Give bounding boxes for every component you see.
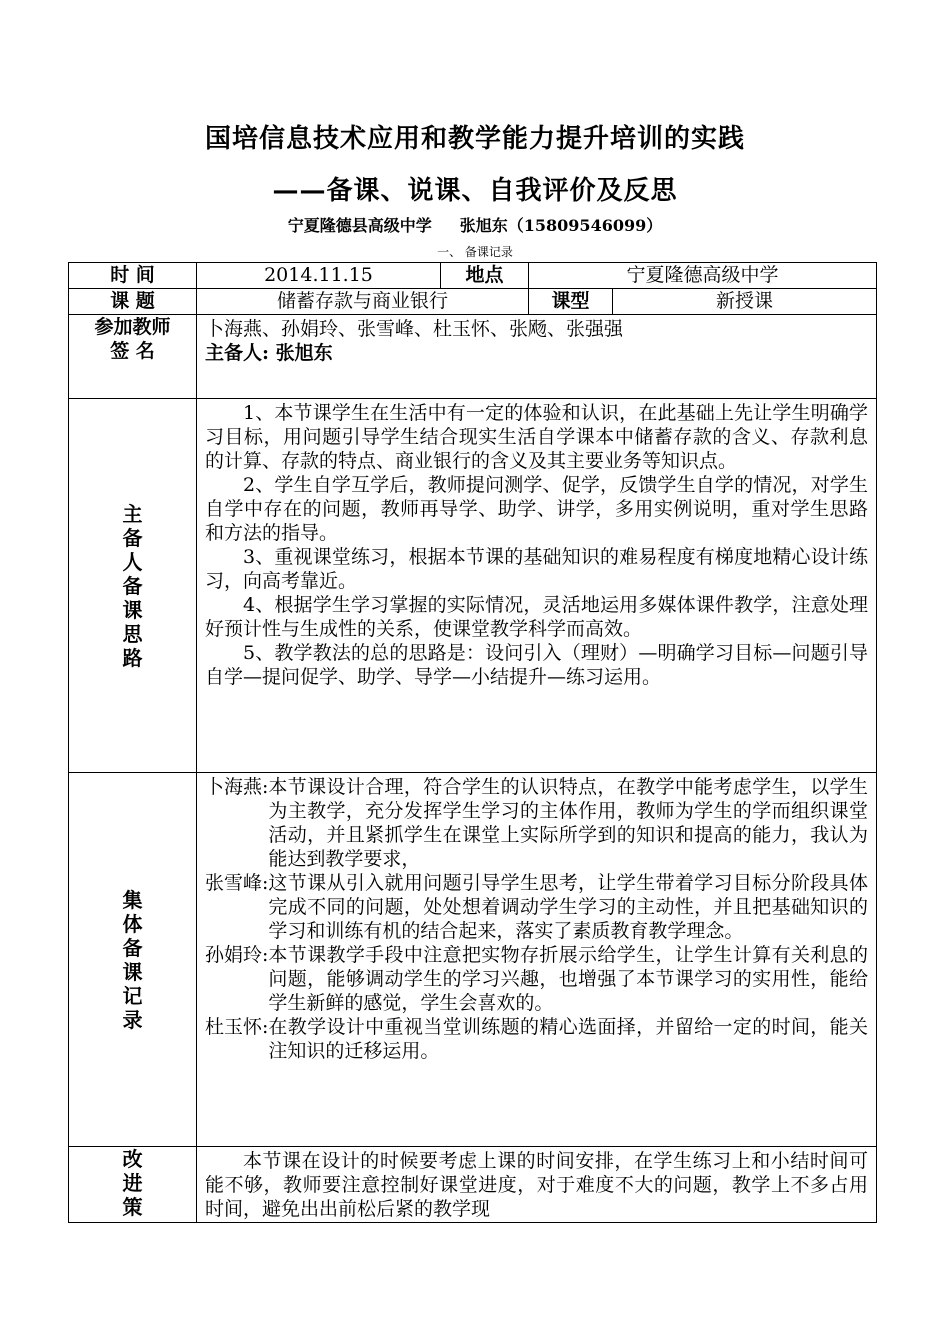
row-time-place xyxy=(69,263,877,289)
author-name: 张旭东（15809546099） xyxy=(459,216,663,235)
row-improvement xyxy=(69,1147,877,1223)
row-lesson-plan xyxy=(69,399,877,773)
group-entry xyxy=(205,871,868,943)
entry-teacher: 孙娟玲: xyxy=(205,944,269,966)
entry-teacher: 张雪峰: xyxy=(205,872,269,894)
entry-comment: 在教学设计中重视当堂训练题的精心选面择，并留给一定的时间，能关注知识的迁移运用。 xyxy=(268,1016,869,1062)
plan-content xyxy=(197,399,877,773)
teachers-label-line2: 签 名 xyxy=(110,340,155,362)
plan-paragraph: 2、学生自学互学后，教师提问测学、促学，反馈学生自学的情况，对学生自学中存在的问题，教师再导学、助学、讲学，多用实例说明，重对学生思路和方法的指导。 xyxy=(205,474,869,544)
row-group-record xyxy=(69,773,877,1147)
place-value: 宁夏隆德高级中学 xyxy=(529,263,877,289)
lead-teacher: 主备人: 张旭东 xyxy=(205,342,333,364)
topic-label: 课 题 xyxy=(69,289,197,315)
school-name: 宁夏隆德县高级中学 xyxy=(287,216,432,235)
plan-paragraph: 5、教学教法的总的思路是：设问引入（理财）—明确学习目标—问题引导自学—提问促学、助学、导学—小结提升—练习运用。 xyxy=(205,642,869,688)
entry-teacher: 卜海燕: xyxy=(205,776,269,798)
plan-label: 主 备 人 备 课 思 路 xyxy=(69,399,197,773)
type-value: 新授课 xyxy=(613,289,877,315)
group-entry xyxy=(205,775,868,871)
improve-content xyxy=(197,1147,877,1223)
teachers-label xyxy=(69,315,197,399)
teachers-label-line1: 参加教师 xyxy=(94,316,171,338)
type-label: 课型 xyxy=(529,289,613,315)
time-value: 2014.11.15 xyxy=(197,263,441,289)
plan-paragraph: 4、根据学生学习掌握的实际情况，灵活地运用多媒体课件教学，注意处理好预计性与生成性的关系，使课堂教学科学而高效。 xyxy=(205,594,869,640)
entry-comment: 这节课从引入就用问题引导学生思考，让学生带着学习目标分阶段具体完成不同的问题，处处想着调动学生学习的主动性，并且把基础知识的学习和训练有机的结合起来，落实了素质教育教学理念。 xyxy=(268,872,869,942)
time-label: 时 间 xyxy=(69,263,197,289)
plan-paragraph: 3、重视课堂练习，根据本节课的基础知识的难易程度有梯度地精心设计练习，向高考靠近。 xyxy=(205,546,869,592)
author-line xyxy=(0,213,950,236)
topic-value: 储蓄存款与商业银行 xyxy=(197,289,529,315)
entry-comment: 本节课教学手段中注意把实物存折展示给学生，让学生计算有关利息的问题，能够调动学生的学习兴趣，也增强了本节课学习的实用性，能给学生新鲜的感觉，学生会喜欢的。 xyxy=(268,944,869,1014)
group-entry xyxy=(205,943,868,1015)
lesson-record-table xyxy=(68,262,877,1223)
plan-paragraph: 1、本节课学生在生活中有一定的体验和认识，在此基础上先让学生明确学习目标，用问题引导学生结合现实生活自学课本中储蓄存款的含义、存款利息的计算、存款的特点、商业银行的含义及其主要业务等知识点。 xyxy=(205,402,869,472)
place-label: 地点 xyxy=(441,263,529,289)
document-subtitle: ——备课、说课、自我评价及反思 xyxy=(272,176,678,206)
group-content xyxy=(197,773,877,1147)
improve-text: 本节课在设计的时候要考虑上课的时间安排，在学生练习上和小结时间可能不够，教师要注意控制好课堂进度，对于难度不大的问题，教学上不多占用时间，避免出出前松后紧的教学现 xyxy=(205,1150,869,1220)
document-title: 国培信息技术应用和教学能力提升培训的实践 xyxy=(204,124,745,154)
row-topic-type xyxy=(69,289,877,315)
improve-label: 改 进 策 xyxy=(69,1147,197,1223)
group-label: 集 体 备 课 记 录 xyxy=(69,773,197,1147)
row-teachers xyxy=(69,315,877,399)
entry-teacher: 杜玉怀: xyxy=(205,1016,269,1038)
group-entry xyxy=(205,1015,868,1063)
teachers-cell xyxy=(197,315,877,399)
teachers-list: 卜海燕、孙娟玲、张雪峰、杜玉怀、张飏、张强强 xyxy=(205,318,624,340)
section-heading: 一、 备课记录 xyxy=(437,245,513,259)
entry-comment: 本节课设计合理，符合学生的认识特点，在教学中能考虑学生，以学生为主教学，充分发挥学生学习的主体作用，教师为学生的学而组织课堂活动，并且紧抓学生在课堂上实际所学到的知识和提高的能力，我认为能达到教学要求， xyxy=(268,776,869,870)
